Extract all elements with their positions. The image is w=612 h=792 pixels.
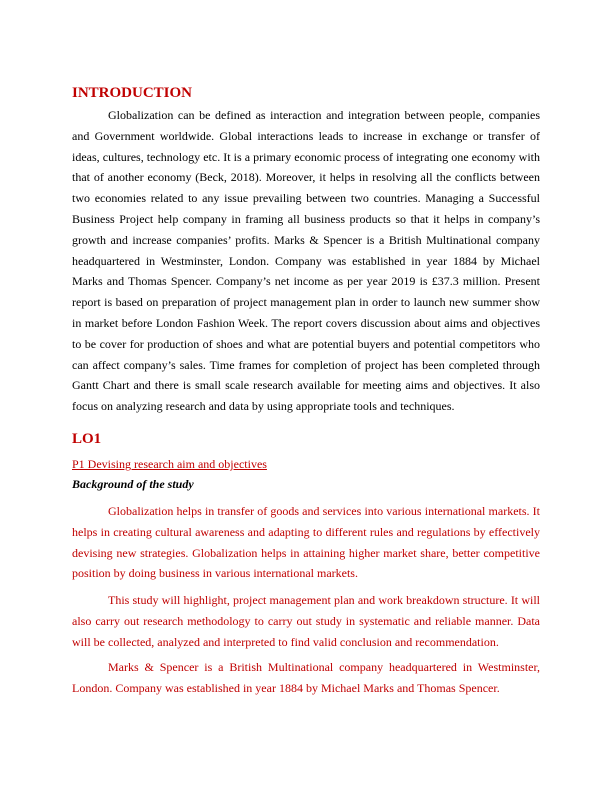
background-subheading: Background of the study [72,477,194,491]
background-paragraph-3: Marks & Spencer is a British Multinational company headquartered in Westminster, London. Company was established in year 1884 by Michael Marks and Thomas Spencer. [72,660,540,695]
intro-citation: (Beck, 2018) [195,170,259,185]
introduction-heading: INTRODUCTION [72,85,193,101]
introduction-paragraph [72,105,540,417]
background-paragraph-2: This study will highlight, project management plan and work breakdown structure. It will also carry out research methodology to carry out study in systematic and reliable manner. Data will be collected, analyzed and interpreted to find valid conclusion and recommendation. [72,593,540,649]
lo1-heading: LO1 [72,431,102,447]
background-paragraph-1: Globalization helps in transfer of goods and services into various international markets. It helps in creating cultural awareness and adapting to different rules and regulations by effectively devising new strategies. Globalization helps in attaining higher market share, better competitive position by doing business in various international markets. [72,504,540,581]
intro-text-end: . Moreover, it helps in resolving all the conflicts between two economies related to any issue prevailing between two countries. Managing a Successful Business Project help company in framing all business products so that it helps in company’s growth and increase companies’ profits. Marks & Spencer is a British Multinational company headquartered in Westminster, London. Company was established in year 1884 by Michael Marks and Thomas Spencer. Company’s net income as per year 2019 is £37.3 million. Present report is based on preparation of project management plan in order to launch new summer show in market before London Fashion Week. The report covers discussion about aims and objectives to be cover for production of shoes and what are potential buyers and potential competitors who can affect company’s sales. Time frames for completion of project has been completed through Gantt Chart and there is small scale research available for meeting aims and objectives. It also focus on analyzing research and data by using appropriate tools and techniques. [72,170,540,414]
p1-link[interactable]: P1 Devising research aim and objectives [72,457,267,471]
intro-text-start: Globalization can be defined as interaction and integration between people, companies and Government worldwide. Global interactions leads to increase in exchange or transfer of ideas, cultures, technology etc. It is a primary economic process of integrating one economy with that of another economy [72,108,540,185]
